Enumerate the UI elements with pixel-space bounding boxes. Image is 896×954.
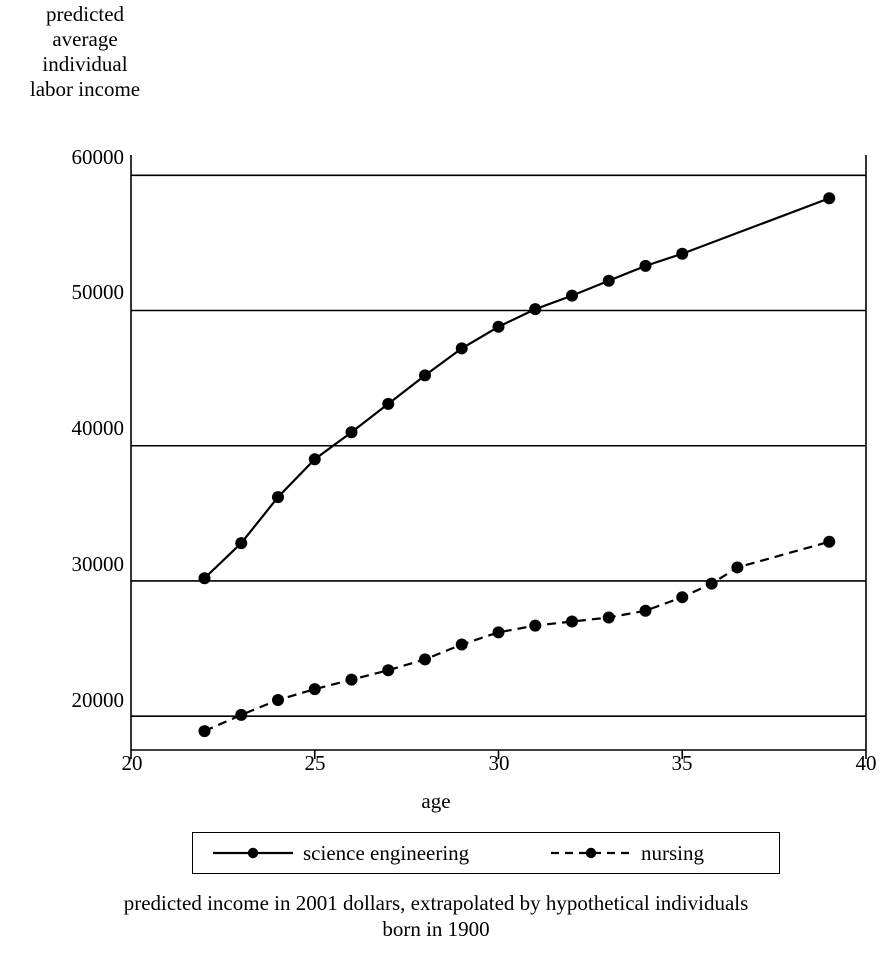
x-tick-label-40: 40 bbox=[855, 751, 877, 775]
data-point bbox=[603, 275, 615, 287]
y-axis-title: predicted average individual labor income bbox=[29, 2, 141, 101]
figure-caption: predicted income in 2001 dollars, extrapolated by hypothetical individuals born in 1900 bbox=[123, 891, 749, 941]
data-point bbox=[235, 537, 247, 549]
x-tick-label-35: 35 bbox=[671, 751, 693, 775]
data-point bbox=[493, 321, 505, 333]
legend-item-nursing: nursing bbox=[641, 841, 704, 865]
data-point bbox=[199, 572, 211, 584]
data-point bbox=[382, 398, 394, 410]
data-point bbox=[346, 674, 358, 686]
data-point bbox=[603, 611, 615, 623]
data-point bbox=[529, 620, 541, 632]
chart-canvas bbox=[131, 155, 866, 750]
data-point bbox=[309, 683, 321, 695]
legend-item-science-engineering: science engineering bbox=[303, 841, 470, 865]
data-point bbox=[731, 561, 743, 573]
y-tick-label-50000: 50000 bbox=[71, 280, 124, 304]
data-point bbox=[456, 639, 468, 651]
x-tick-label-30: 30 bbox=[488, 751, 510, 775]
data-point bbox=[419, 369, 431, 381]
data-point bbox=[706, 578, 718, 590]
data-point bbox=[199, 725, 211, 737]
legend bbox=[192, 832, 780, 874]
data-point bbox=[566, 616, 578, 628]
y-tick-label-60000: 60000 bbox=[71, 145, 124, 169]
series-layer bbox=[199, 192, 836, 737]
series-science-engineering bbox=[199, 192, 836, 584]
data-point bbox=[493, 626, 505, 638]
y-tick-label-30000: 30000 bbox=[71, 552, 124, 576]
data-point bbox=[676, 248, 688, 260]
data-point bbox=[566, 290, 578, 302]
x-tick-label-20: 20 bbox=[121, 751, 143, 775]
data-point bbox=[272, 694, 284, 706]
data-point bbox=[529, 303, 541, 315]
data-point bbox=[382, 664, 394, 676]
axis-lines bbox=[131, 155, 866, 759]
data-point bbox=[456, 342, 468, 354]
x-axis-title: age bbox=[421, 789, 451, 813]
x-tick-label-25: 25 bbox=[304, 751, 326, 775]
series-line bbox=[205, 198, 830, 578]
y-tick-label-20000: 20000 bbox=[71, 688, 124, 712]
data-point bbox=[823, 192, 835, 204]
data-point bbox=[272, 491, 284, 503]
data-point bbox=[640, 260, 652, 272]
data-point bbox=[640, 605, 652, 617]
data-point bbox=[235, 709, 247, 721]
y-tick-label-40000: 40000 bbox=[71, 416, 124, 440]
data-point bbox=[823, 536, 835, 548]
plot-area bbox=[131, 155, 866, 750]
data-point bbox=[676, 591, 688, 603]
data-point bbox=[419, 653, 431, 665]
series-nursing bbox=[199, 536, 836, 737]
data-point bbox=[346, 426, 358, 438]
data-point bbox=[309, 453, 321, 465]
